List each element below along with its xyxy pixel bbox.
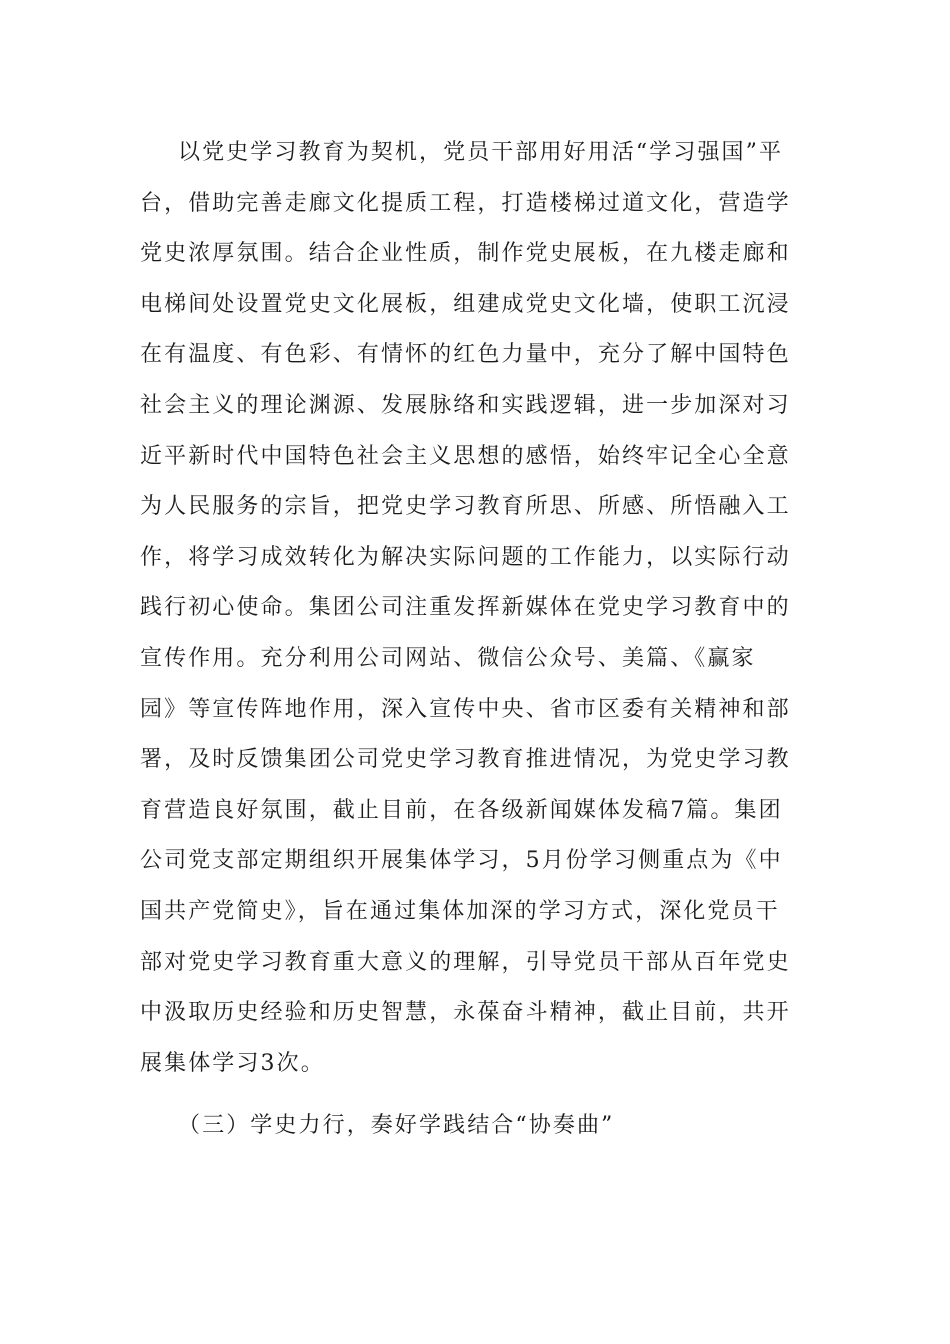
paragraph-line: 署，及时反馈集团公司党史学习教育推进情况，为党史学习教 xyxy=(140,747,791,773)
paragraph-line: 育营造良好氛围，截止目前，在各级新闻媒体发稿7篇。集团 xyxy=(140,797,783,823)
paragraph-line: 公司党支部定期组织开展集体学习，5月份学习侧重点为《中 xyxy=(140,848,783,874)
paragraph-line: 电梯间处设置党史文化展板，组建成党史文化墙，使职工沉浸 xyxy=(140,291,791,317)
paragraph-line: 在有温度、有色彩、有情怀的红色力量中，充分了解中国特色 xyxy=(140,342,791,368)
paragraph-line: 近平新时代中国特色社会主义思想的感悟，始终牢记全心全意 xyxy=(140,443,791,469)
paragraph-line: 展集体学习3次。 xyxy=(140,1050,325,1076)
paragraph-line: 部对党史学习教育重大意义的理解，引导党员干部从百年党史 xyxy=(140,949,791,975)
paragraph-line: 社会主义的理论渊源、发展脉络和实践逻辑，进一步加深对习 xyxy=(140,392,791,418)
paragraph-line: 宣传作用。充分利用公司网站、微信公众号、美篇、《赢家 xyxy=(140,645,756,671)
paragraph-line: 园》等宣传阵地作用，深入宣传中央、省市区委有关精神和部 xyxy=(140,696,791,722)
paragraph-line: 以党史学习教育为契机，党员干部用好用活“学习强国”平 xyxy=(178,140,784,165)
paragraph-line: 国共产党简史》，旨在通过集体加深的学习方式，深化党员干 xyxy=(140,898,780,924)
section-heading: （三）学史力行，奏好学践结合“协奏曲” xyxy=(178,1113,615,1138)
paragraph-line: 党史浓厚氛围。结合企业性质，制作党史展板，在九楼走廊和 xyxy=(140,241,791,267)
paragraph-line: 中汲取历史经验和历史智慧，永葆奋斗精神，截止目前，共开 xyxy=(140,1000,791,1026)
paragraph-line: 为人民服务的宗旨，把党史学习教育所思、所感、所悟融入工 xyxy=(140,494,791,520)
body-paragraph xyxy=(140,128,830,1089)
paragraph-line: 台，借助完善走廊文化提质工程，打造楼梯过道文化，营造学 xyxy=(140,190,791,216)
paragraph-line: 作，将学习成效转化为解决实际问题的工作能力，以实际行动 xyxy=(140,544,791,570)
paragraph-line: 践行初心使命。集团公司注重发挥新媒体在党史学习教育中的 xyxy=(140,595,791,621)
